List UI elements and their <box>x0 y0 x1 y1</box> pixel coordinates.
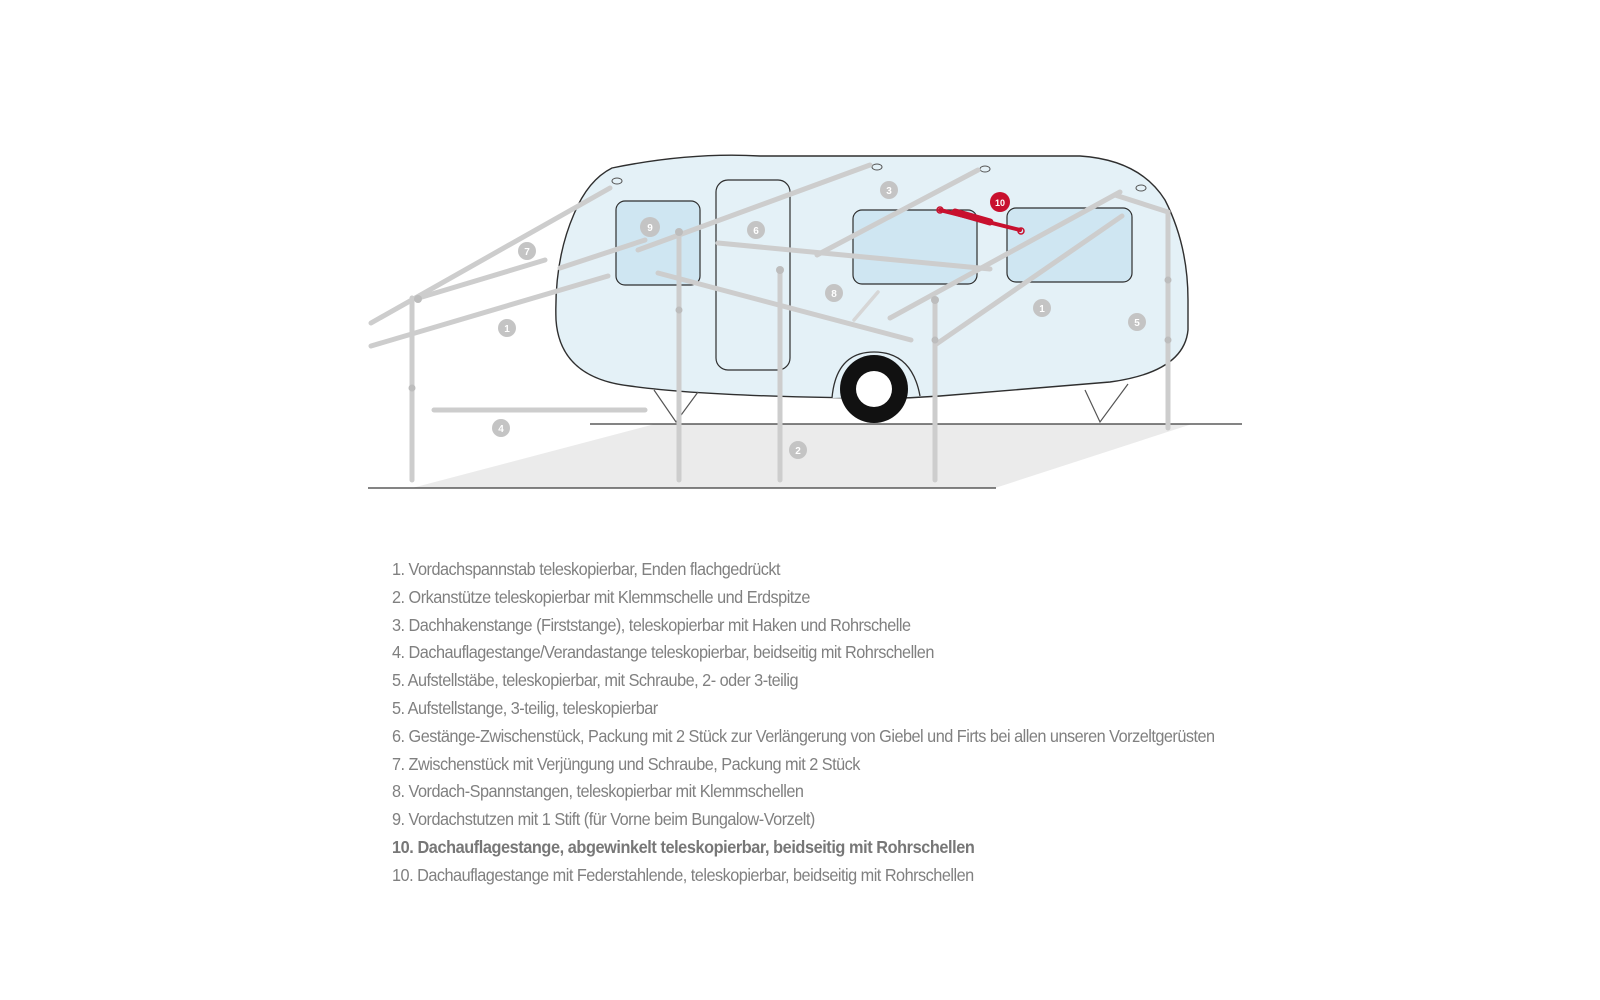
svg-text:4: 4 <box>498 424 504 435</box>
badge-8 <box>825 284 843 302</box>
badge-2 <box>789 441 807 459</box>
badge-6 <box>747 221 765 239</box>
svg-text:10: 10 <box>994 198 1006 208</box>
legend-item-5a: 5. Aufstellstäbe, teleskopierbar, mit Schraube, 2- oder 3-teilig <box>392 670 799 691</box>
caravan-window-middle <box>853 210 977 284</box>
legend-item-6: 6. Gestänge-Zwischenstück, Packung mit 2 Stück zur Verlängerung von Giebel und Firts bei allen unseren Vorzeltgerüsten <box>392 725 1215 746</box>
svg-text:9: 9 <box>647 223 653 234</box>
svg-text:8: 8 <box>831 289 837 300</box>
badge-10 <box>990 192 1010 212</box>
badge-9 <box>640 217 660 237</box>
svg-text:5: 5 <box>1134 318 1140 329</box>
legend-item-1: 1. Vordachspannstab teleskopierbar, Enden flachgedrückt <box>392 559 781 579</box>
legend-item-9: 9. Vordachstutzen mit 1 Stift (für Vorne beim Bungalow-Vorzelt) <box>392 809 815 830</box>
legend-item-8: 8. Vordach-Spannstangen, teleskopierbar mit Klemmschellen <box>392 781 804 802</box>
legend-item-2: 2. Orkanstütze teleskopierbar mit Klemmschelle und Erdspitze <box>392 586 810 607</box>
badge-1-right <box>1033 299 1051 317</box>
svg-text:1: 1 <box>504 324 510 335</box>
svg-text:7: 7 <box>524 247 530 258</box>
svg-text:3: 3 <box>886 186 892 197</box>
svg-text:1: 1 <box>1039 304 1045 315</box>
legend-item-5b: 5. Aufstellstange, 3-teilig, teleskopierbar <box>392 697 658 718</box>
legend-item-10-highlighted: 10. Dachauflagestange, abgewinkelt teleskopierbar, beidseitig mit Rohrschellen <box>392 836 975 857</box>
svg-text:2: 2 <box>795 446 801 457</box>
svg-text:6: 6 <box>753 226 759 237</box>
badge-1-left <box>498 319 516 337</box>
badge-4 <box>492 419 510 437</box>
legend-item-10b: 10. Dachauflagestange mit Federstahlende, teleskopierbar, beidseitig mit Rohrschellen <box>392 864 974 885</box>
badge-3 <box>880 181 898 199</box>
wheel-hub <box>856 371 892 407</box>
badge-7 <box>518 242 536 260</box>
badge-5 <box>1128 313 1146 331</box>
legend-item-3: 3. Dachhakenstange (Firststange), teleskopierbar mit Haken und Rohrschelle <box>392 614 911 635</box>
legend-item-7: 7. Zwischenstück mit Verjüngung und Schraube, Packung mit 2 Stück <box>392 753 860 774</box>
parts-legend <box>392 556 1277 890</box>
legend-item-4: 4. Dachauflagestange/Verandastange teleskopierbar, beidseitig mit Rohrschellen <box>392 642 934 663</box>
